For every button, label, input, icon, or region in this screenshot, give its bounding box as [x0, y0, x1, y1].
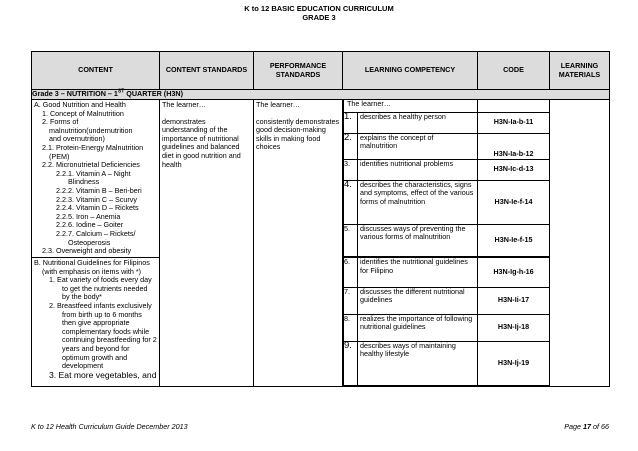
competency-code: H3N-Ij-19: [478, 341, 550, 385]
column-header-content-standards: CONTENT STANDARDS: [160, 52, 254, 90]
content-item: 1. Concept of Malnutrition: [42, 108, 124, 118]
content-item: from birth up to 6 months: [62, 309, 142, 319]
footer-guide-title: K to 12 Health Curriculum Guide December 2013: [31, 422, 188, 431]
competency-intro: The learner…: [344, 100, 478, 112]
content-item: 2.2.2. Vitamin B – Beri-beri: [56, 185, 142, 195]
competency-text: explains the concept of malnutrition: [358, 133, 478, 159]
competency-code: H3N-Ia-b-11: [478, 112, 550, 133]
content-item: complementary foods while: [62, 326, 150, 336]
competency-row: [344, 224, 550, 256]
performance-standards-text: consistently demonstrates good decision-making skills in making food choices: [256, 116, 340, 152]
content-item: (with emphasis on items with *): [42, 266, 142, 276]
grade-label-prefix: Grade 3 – NUTRITION – 1: [32, 89, 118, 98]
document-title: K to 12 BASIC EDUCATION CURRICULUM: [244, 4, 394, 13]
content-item: 2.3. Overweight and obesity: [42, 246, 132, 256]
competency-number: 3.: [344, 159, 358, 180]
content-standards-intro: The learner…: [162, 100, 206, 109]
competency-text: identifies the nutritional guidelines for Filipino: [358, 258, 478, 287]
content-standards-cell: [160, 100, 254, 387]
content-item: years and beyond for: [62, 343, 130, 353]
competency-number: 6.: [344, 258, 358, 287]
content-item: 1. Eat variety of foods every day: [49, 275, 152, 285]
competency-code: H3N-Ic-d-13: [478, 159, 550, 180]
content-item: 2. Breastfeed infants exclusively: [49, 300, 152, 310]
grade-heading: GRADE 3: [302, 13, 336, 22]
content-item: then give appropriate: [62, 318, 130, 328]
competency-code: H3N-Ia-b-12: [478, 133, 550, 159]
column-header-performance-standards: PERFORMANCE STANDARDS: [254, 52, 343, 90]
competency-number: 7.: [344, 287, 358, 314]
content-cell-a: [32, 100, 160, 258]
column-header-learning-competency: LEARNING COMPETENCY: [343, 52, 478, 90]
content-standards-text: demonstrates understanding of the importance of nutritional guidelines and balanced diet in good nutrition and health: [162, 116, 241, 169]
content-item: 2.2.6. Iodine – Goiter: [56, 220, 124, 230]
content-item: to get the nutrients needed: [62, 283, 148, 293]
competency-code: H3N-Ij-18: [478, 314, 550, 341]
competency-code: H3N-Ie-f-14: [478, 180, 550, 224]
content-item: 2.2.7. Calcium – Rickets/: [56, 228, 136, 238]
content-item: malnutrition(undernutrition: [49, 125, 133, 135]
content-item: 3. Eat more vegetables, and: [49, 369, 157, 380]
competency-row: [344, 287, 550, 314]
content-item: Blindness: [68, 177, 100, 187]
content-item: 2.2.3. Vitamin C – Scurvy: [56, 194, 137, 204]
competency-row: [344, 133, 550, 159]
competency-text: realizes the importance of following nutritional guidelines: [358, 314, 478, 341]
content-item: 2. Forms of: [42, 117, 79, 127]
competency-text: describes the characteristics, signs and symptoms, effect of the various forms of malnutrition: [358, 180, 478, 224]
competency-code: H3N-Ig-h-16: [478, 258, 550, 287]
competency-row: [344, 314, 550, 341]
table-header-row: [32, 52, 610, 90]
competency-number: 1.: [344, 112, 358, 133]
competency-number: 2.: [344, 133, 358, 159]
learning-materials-cell: [550, 100, 610, 387]
page-label: Page: [564, 422, 584, 431]
competency-code: H3N-Ii-17: [478, 287, 550, 314]
code-empty: [478, 100, 550, 112]
footer-page-number: [564, 422, 609, 431]
content-item: 2.2.5. Iron – Anemia: [56, 211, 121, 221]
competency-text: discusses the different nutritional guidelines: [358, 287, 478, 314]
competency-code: H3N-Ie-f-15: [478, 224, 550, 256]
performance-standards-intro: The learner…: [256, 100, 300, 109]
competency-row: [344, 341, 550, 385]
competency-list-a: [343, 100, 550, 257]
curriculum-table: [31, 51, 610, 387]
page-current: 17: [583, 422, 592, 431]
content-item: 2.2. Micronutrietal Deficiencies: [42, 160, 140, 170]
competency-number: 4.: [344, 180, 358, 224]
competency-number: 8.: [344, 314, 358, 341]
grade-quarter-label: [32, 90, 610, 100]
competency-number: 9.: [344, 341, 358, 385]
competency-row: [344, 112, 550, 133]
content-cell-b: [32, 258, 160, 387]
competency-list-b: [343, 258, 550, 386]
content-item: by the body*: [62, 292, 102, 302]
content-item: B. Nutritional Guidelines for Filipinos: [34, 258, 150, 267]
competency-text: identifies nutritional problems: [358, 159, 478, 180]
performance-standards-cell: [254, 100, 343, 387]
content-item: development: [62, 361, 104, 371]
grade-row: [32, 90, 610, 100]
content-item: optimum growth and: [62, 352, 128, 362]
content-item: continuing breastfeeding for 2: [62, 335, 157, 345]
competency-code-cell-a: [343, 100, 550, 258]
competency-text: describes ways of maintaining healthy lifestyle: [358, 341, 478, 385]
content-item: A. Good Nutrition and Health: [34, 100, 126, 109]
content-item: (PEM): [49, 151, 70, 161]
content-item: 2.2.4. Vitamin D – Rickets: [56, 203, 139, 213]
content-item: Osteoperosis: [68, 237, 111, 247]
competency-text: describes a healthy person: [358, 112, 478, 133]
content-item: 2.2.1. Vitamin A – Night: [56, 168, 131, 178]
column-header-content: CONTENT: [32, 52, 160, 90]
page-total: of 66: [591, 422, 609, 431]
competency-number: 5.: [344, 224, 358, 256]
column-header-code: CODE: [478, 52, 550, 90]
table-row-section-a: [32, 100, 610, 258]
page-title: [0, 4, 638, 22]
content-item: and overnutrition): [49, 134, 105, 144]
competency-row: [344, 180, 550, 224]
competency-code-cell-b: [343, 258, 550, 387]
column-header-learning-materials: LEARNING MATERIALS: [550, 52, 610, 90]
grade-label-sup: ST: [117, 88, 125, 95]
grade-label-suffix: QUARTER (H3N): [124, 89, 183, 98]
competency-row: [344, 258, 550, 287]
content-item: 2.1. Protein-Energy Malnutrition: [42, 142, 144, 152]
competency-row: [344, 159, 550, 180]
competency-text: discusses ways of preventing the various forms of malnutrition: [358, 224, 478, 256]
competency-row: [344, 100, 550, 112]
